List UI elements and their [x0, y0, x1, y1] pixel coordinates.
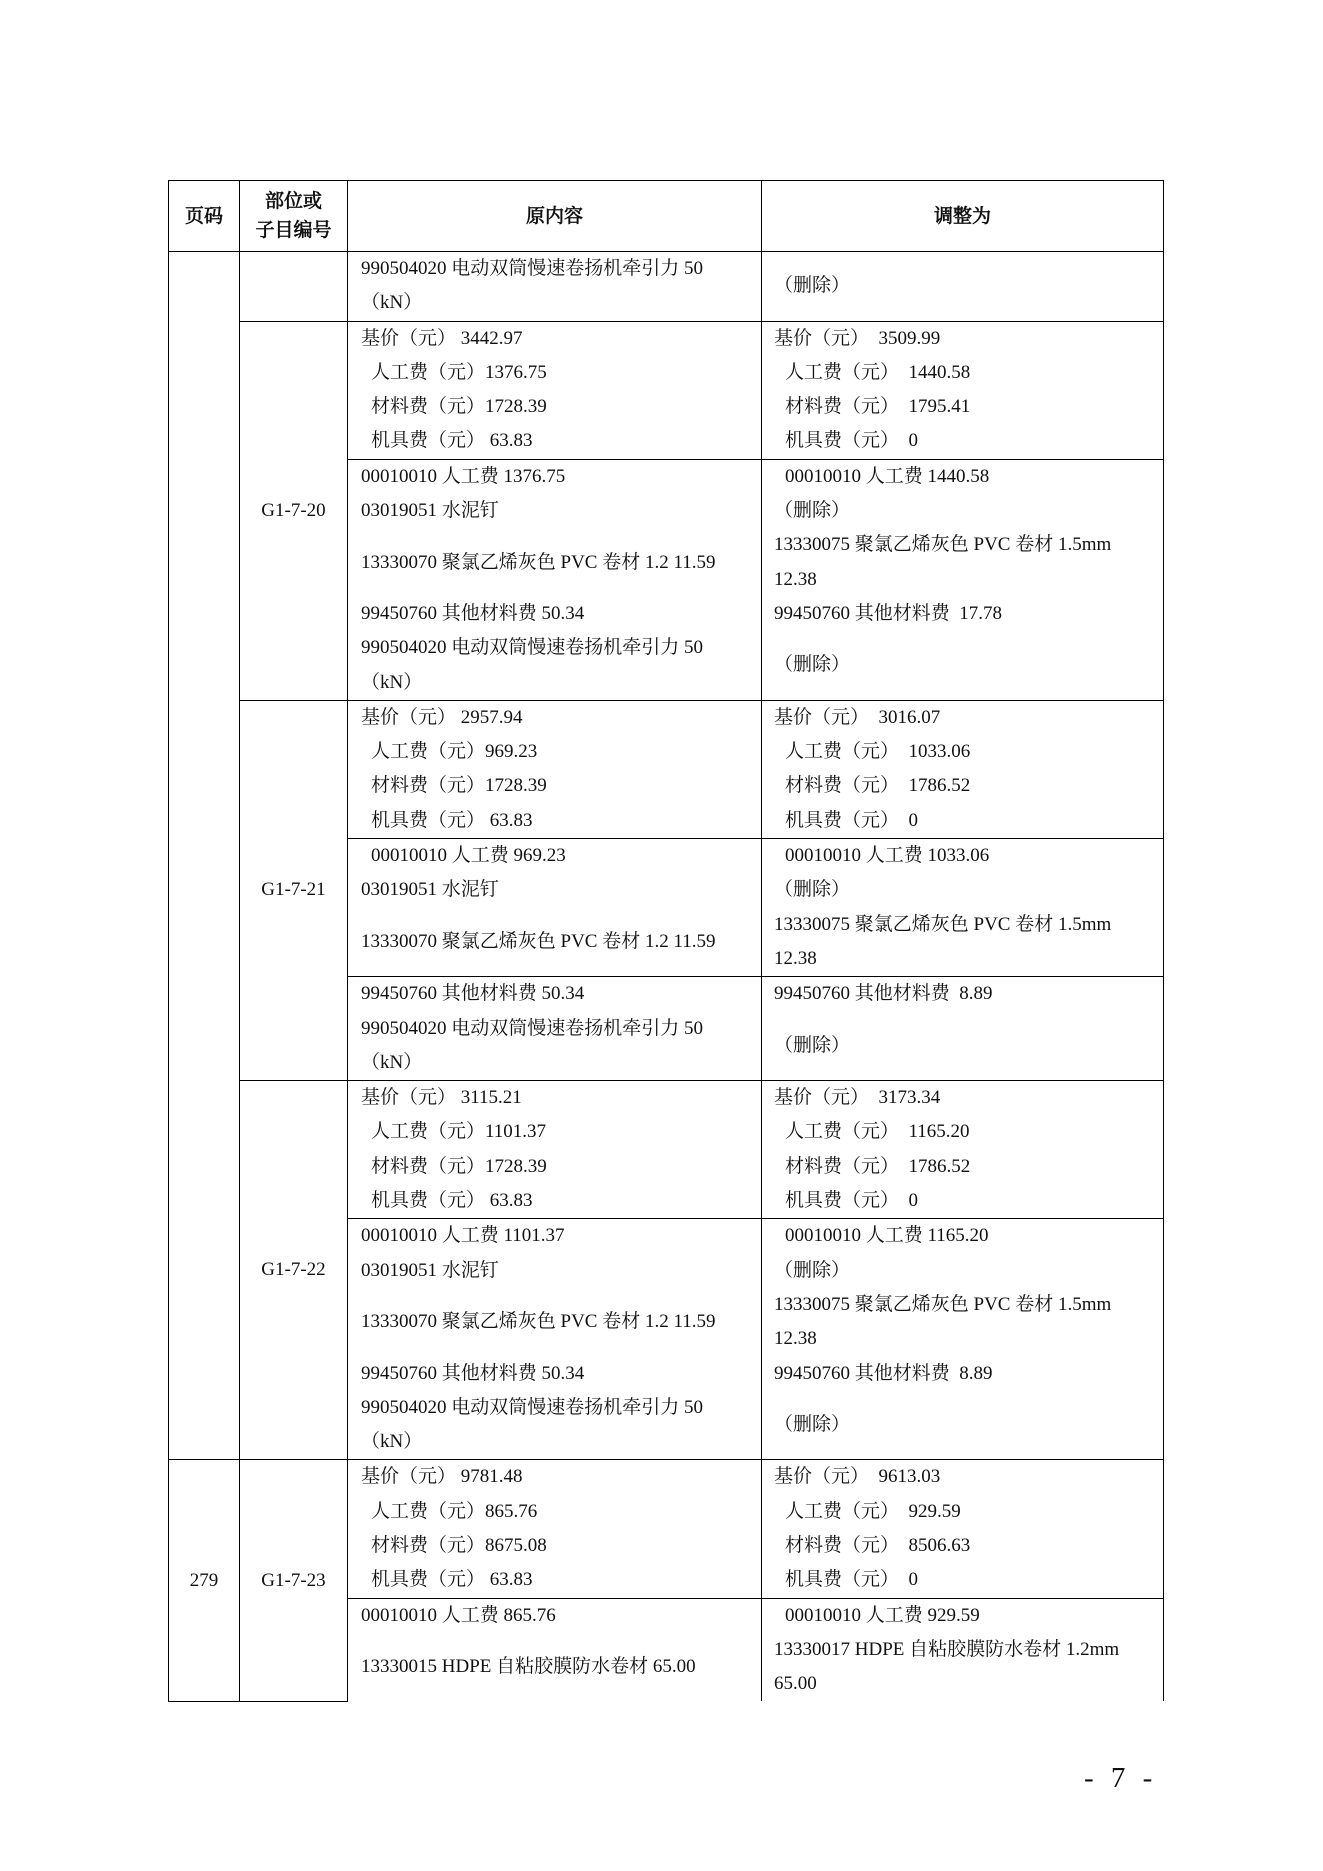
- adjusted-cell: 基价（元） 3173.34: [762, 1081, 1164, 1116]
- original-cell: 基价（元） 3442.97: [348, 321, 762, 356]
- original-cell: 材料费（元）1728.39: [348, 769, 762, 803]
- original-cell: 13330070 聚氯乙烯灰色 PVC 卷材 1.2 11.59: [348, 908, 762, 977]
- adjusted-cell: 13330075 聚氯乙烯灰色 PVC 卷材 1.5mm 12.38: [762, 908, 1164, 977]
- adjustment-table: [168, 180, 1164, 1702]
- original-cell: 基价（元） 2957.94: [348, 700, 762, 735]
- original-cell: 03019051 水泥钉: [348, 494, 762, 528]
- adjusted-cell: （删除）: [762, 1391, 1164, 1460]
- adjusted-cell: 99450760 其他材料费 8.89: [762, 977, 1164, 1012]
- adjusted-cell: 00010010 人工费 1165.20: [762, 1219, 1164, 1254]
- table-row: [169, 321, 1164, 356]
- original-cell: 00010010 人工费 969.23: [348, 839, 762, 874]
- original-cell: 基价（元） 3115.21: [348, 1081, 762, 1116]
- original-cell: 990504020 电动双筒慢速卷扬机牵引力 50 （kN）: [348, 1391, 762, 1460]
- item-code-cell: G1-7-22: [240, 1081, 348, 1460]
- original-cell: 机具费（元） 63.83: [348, 804, 762, 839]
- original-cell: 机具费（元） 63.83: [348, 1563, 762, 1598]
- adjusted-cell: 13330075 聚氯乙烯灰色 PVC 卷材 1.5mm 12.38: [762, 528, 1164, 597]
- original-cell: 03019051 水泥钉: [348, 873, 762, 907]
- original-cell: 00010010 人工费 1101.37: [348, 1219, 762, 1254]
- adjusted-cell: 13330017 HDPE 自粘胶膜防水卷材 1.2mm 65.00: [762, 1633, 1164, 1702]
- adjusted-cell: 人工费（元） 1033.06: [762, 735, 1164, 769]
- adjusted-cell: 00010010 人工费 1440.58: [762, 459, 1164, 494]
- original-cell: 人工费（元）1101.37: [348, 1115, 762, 1149]
- adjusted-cell: 基价（元） 3016.07: [762, 700, 1164, 735]
- adjusted-cell: 00010010 人工费 1033.06: [762, 839, 1164, 874]
- table-row: [169, 700, 1164, 735]
- item-code-cell: G1-7-20: [240, 321, 348, 700]
- adjusted-cell: 13330075 聚氯乙烯灰色 PVC 卷材 1.5mm 12.38: [762, 1288, 1164, 1357]
- original-cell: 990504020 电动双筒慢速卷扬机牵引力 50 （kN）: [348, 252, 762, 322]
- adjusted-cell: 00010010 人工费 929.59: [762, 1598, 1164, 1633]
- header-page: 页码: [169, 181, 240, 252]
- adjusted-cell: 机具费（元） 0: [762, 804, 1164, 839]
- adjusted-cell: 人工费（元） 1440.58: [762, 356, 1164, 390]
- adjusted-cell: 材料费（元） 1795.41: [762, 390, 1164, 424]
- original-cell: 材料费（元）1728.39: [348, 390, 762, 424]
- adjusted-cell: 人工费（元） 929.59: [762, 1495, 1164, 1529]
- original-cell: 机具费（元） 63.83: [348, 1184, 762, 1219]
- header-original: 原内容: [348, 181, 762, 252]
- page-number: - 7 -: [1084, 1762, 1153, 1794]
- adjusted-cell: 机具费（元） 0: [762, 424, 1164, 459]
- adjusted-cell: （删除）: [762, 873, 1164, 907]
- header-code: [240, 181, 348, 252]
- adjusted-cell: 机具费（元） 0: [762, 1184, 1164, 1219]
- original-cell: 13330070 聚氯乙烯灰色 PVC 卷材 1.2 11.59: [348, 1288, 762, 1357]
- original-cell: 人工费（元）865.76: [348, 1495, 762, 1529]
- adjusted-cell: 材料费（元） 1786.52: [762, 769, 1164, 803]
- adjusted-cell: （删除）: [762, 631, 1164, 700]
- original-cell: 99450760 其他材料费 50.34: [348, 597, 762, 631]
- original-cell: 机具费（元） 63.83: [348, 424, 762, 459]
- page-cell: 279: [169, 1460, 240, 1702]
- adjusted-cell: （删除）: [762, 494, 1164, 528]
- original-cell: 00010010 人工费 1376.75: [348, 459, 762, 494]
- header-code-line1: 部位或: [264, 191, 322, 212]
- original-cell: 13330070 聚氯乙烯灰色 PVC 卷材 1.2 11.59: [348, 528, 762, 597]
- table-row: [169, 1460, 1164, 1495]
- original-cell: 99450760 其他材料费 50.34: [348, 977, 762, 1012]
- item-code-cell: G1-7-21: [240, 700, 348, 1080]
- adjusted-cell: （删除）: [762, 1254, 1164, 1288]
- adjusted-cell: 99450760 其他材料费 8.89: [762, 1357, 1164, 1391]
- original-cell: 材料费（元）1728.39: [348, 1150, 762, 1184]
- original-cell: 990504020 电动双筒慢速卷扬机牵引力 50 （kN）: [348, 631, 762, 700]
- page-cell: [169, 252, 240, 1460]
- header-adjusted: 调整为: [762, 181, 1164, 252]
- original-cell: 基价（元） 9781.48: [348, 1460, 762, 1495]
- original-cell: 990504020 电动双筒慢速卷扬机牵引力 50 （kN）: [348, 1012, 762, 1081]
- header-code-line2: 子目编号: [255, 220, 332, 241]
- table-row: [169, 252, 1164, 322]
- original-cell: 00010010 人工费 865.76: [348, 1598, 762, 1633]
- adjusted-cell: 99450760 其他材料费 17.78: [762, 597, 1164, 631]
- header-row: [169, 181, 1164, 252]
- adjusted-cell: （删除）: [762, 1012, 1164, 1081]
- original-cell: 人工费（元）969.23: [348, 735, 762, 769]
- adjusted-cell: （删除）: [762, 252, 1164, 322]
- original-cell: 13330015 HDPE 自粘胶膜防水卷材 65.00: [348, 1633, 762, 1702]
- original-cell: 99450760 其他材料费 50.34: [348, 1357, 762, 1391]
- adjusted-cell: 人工费（元） 1165.20: [762, 1115, 1164, 1149]
- item-code-cell: [240, 252, 348, 322]
- adjusted-cell: 基价（元） 3509.99: [762, 321, 1164, 356]
- adjusted-cell: 基价（元） 9613.03: [762, 1460, 1164, 1495]
- adjusted-cell: 材料费（元） 8506.63: [762, 1529, 1164, 1563]
- table-row: [169, 1081, 1164, 1116]
- original-cell: 材料费（元）8675.08: [348, 1529, 762, 1563]
- adjusted-cell: 材料费（元） 1786.52: [762, 1150, 1164, 1184]
- original-cell: 人工费（元）1376.75: [348, 356, 762, 390]
- item-code-cell: G1-7-23: [240, 1460, 348, 1702]
- adjusted-cell: 机具费（元） 0: [762, 1563, 1164, 1598]
- original-cell: 03019051 水泥钉: [348, 1254, 762, 1288]
